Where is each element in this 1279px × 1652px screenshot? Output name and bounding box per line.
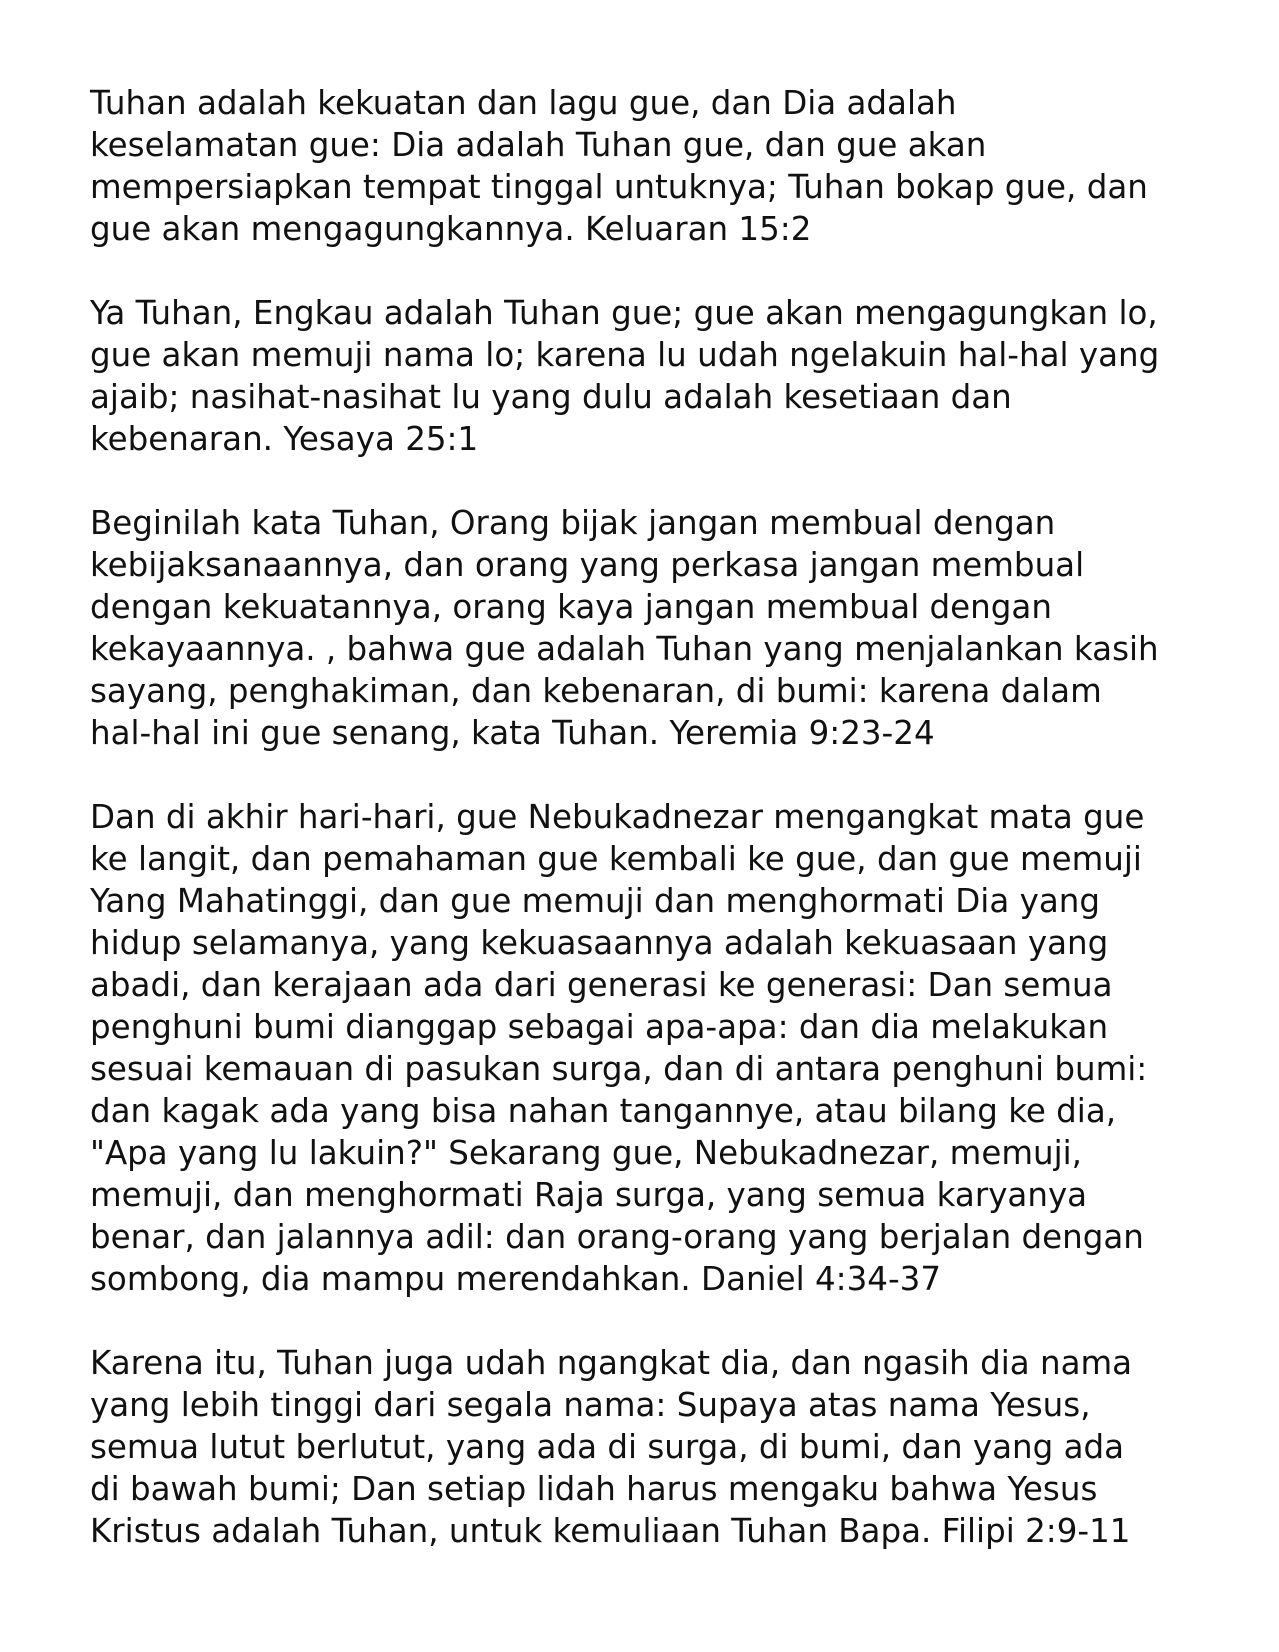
verse-line: "Apa yang lu lakuin?" Sekarang gue, Nebukadnezar, memuji, bbox=[90, 1134, 1082, 1172]
verse-line: Tuhan adalah kekuatan dan lagu gue, dan Dia adalah bbox=[90, 84, 957, 122]
verse-line: di bawah bumi; Dan setiap lidah harus mengaku bahwa Yesus bbox=[90, 1470, 1098, 1508]
verse-paragraph-jeremiah bbox=[90, 502, 1225, 754]
verse-line: ajaib; nasihat-nasihat lu yang dulu adalah kesetiaan dan bbox=[90, 378, 1012, 416]
verse-line: gue akan memuji nama lo; karena lu udah ngelakuin hal-hal yang bbox=[90, 336, 1160, 374]
verse-line: mempersiapkan tempat tinggal untuknya; Tuhan bokap gue, dan bbox=[90, 168, 1148, 206]
verse-line: hal-hal ini gue senang, kata Tuhan. Yeremia 9:23-24 bbox=[90, 714, 935, 752]
verse-paragraph-daniel bbox=[90, 796, 1225, 1300]
verse-line: ke langit, dan pemahaman gue kembali ke gue, dan gue memuji bbox=[90, 840, 1142, 878]
verse-line: sayang, penghakiman, dan kebenaran, di bumi: karena dalam bbox=[90, 672, 1102, 710]
verse-line: Dan di akhir hari-hari, gue Nebukadnezar mengangkat mata gue bbox=[90, 798, 1145, 836]
verse-line: dengan kekuatannya, orang kaya jangan membual dengan bbox=[90, 588, 1052, 626]
verse-line: yang lebih tinggi dari segala nama: Supaya atas nama Yesus, bbox=[90, 1386, 1091, 1424]
verse-line: penghuni bumi dianggap sebagai apa-apa: dan dia melakukan bbox=[90, 1008, 1109, 1046]
verse-line: semua lutut berlutut, yang ada di surga, di bumi, dan yang ada bbox=[90, 1428, 1125, 1466]
verse-line: dan kagak ada yang bisa nahan tangannye, atau bilang ke dia, bbox=[90, 1092, 1117, 1130]
verse-paragraph-philippians bbox=[90, 1342, 1225, 1552]
verse-line: kebijaksanaannya, dan orang yang perkasa jangan membual bbox=[90, 546, 1085, 584]
verse-paragraph-exodus bbox=[90, 82, 1225, 250]
document-page bbox=[90, 82, 1225, 1594]
verse-line: sesuai kemauan di pasukan surga, dan di antara penghuni bumi: bbox=[90, 1050, 1148, 1088]
verse-line: abadi, dan kerajaan ada dari generasi ke generasi: Dan semua bbox=[90, 966, 1113, 1004]
verse-line: gue akan mengagungkannya. Keluaran 15:2 bbox=[90, 210, 812, 248]
verse-line: hidup selamanya, yang kekuasaannya adalah kekuasaan yang bbox=[90, 924, 1109, 962]
verse-line: Kristus adalah Tuhan, untuk kemuliaan Tuhan Bapa. Filipi 2:9-11 bbox=[90, 1512, 1131, 1550]
verse-line: memuji, dan menghormati Raja surga, yang semua karyanya bbox=[90, 1176, 1088, 1214]
verse-line: kekayaannya. , bahwa gue adalah Tuhan yang menjalankan kasih bbox=[90, 630, 1159, 668]
verse-line: Yang Mahatinggi, dan gue memuji dan menghormati Dia yang bbox=[90, 882, 1100, 920]
verse-line: Beginilah kata Tuhan, Orang bijak jangan membual dengan bbox=[90, 504, 1056, 542]
verse-line: kebenaran. Yesaya 25:1 bbox=[90, 420, 479, 458]
verse-line: Karena itu, Tuhan juga udah ngangkat dia, dan ngasih dia nama bbox=[90, 1344, 1133, 1382]
verse-line: Ya Tuhan, Engkau adalah Tuhan gue; gue akan mengagungkan lo, bbox=[90, 294, 1158, 332]
verse-line: keselamatan gue: Dia adalah Tuhan gue, dan gue akan bbox=[90, 126, 987, 164]
verse-paragraph-isaiah bbox=[90, 292, 1225, 460]
verse-line: benar, dan jalannya adil: dan orang-orang yang berjalan dengan bbox=[90, 1218, 1144, 1256]
verse-line: sombong, dia mampu merendahkan. Daniel 4:34-37 bbox=[90, 1260, 942, 1298]
